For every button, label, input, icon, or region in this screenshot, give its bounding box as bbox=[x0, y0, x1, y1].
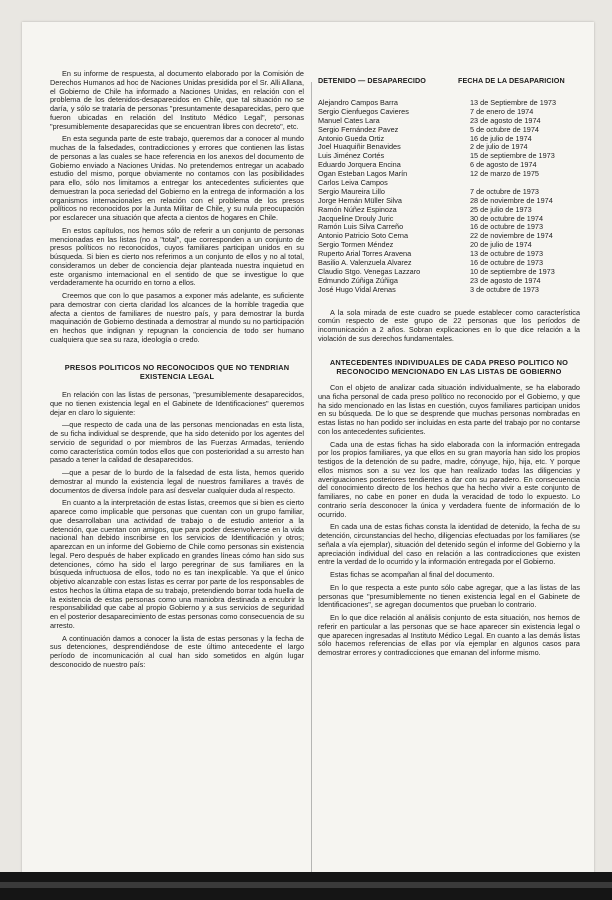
paragraph: Estas fichas se acompañan al final del documento. bbox=[330, 570, 495, 580]
table-row bbox=[318, 197, 580, 206]
desaparicion-date: 13 de Septiembre de 1973 bbox=[470, 98, 557, 107]
desaparicion-date: 28 de noviembre de 1974 bbox=[470, 195, 553, 205]
scan-bottom-edge bbox=[0, 872, 612, 900]
paragraph: —que a pesar de lo burdo de la falsedad de esta lista, hemos querido demostrar al mundo la existencia legal de nuestros familiares a través de documentos de diversa índole para así desvelar cualquier duda al respecto. bbox=[50, 468, 304, 495]
header-fecha: FECHA DE LA DESAPARICION bbox=[458, 76, 565, 85]
table-row bbox=[318, 179, 580, 188]
presos-section-text bbox=[50, 391, 304, 670]
paragraph: En relación con las listas de personas, "presumiblemente desaparecidos, que no tienen existencia legal en el Gabinete de Identificaciones" queremos dejar en claro lo siguiente: bbox=[50, 390, 304, 417]
section-title-presos: PRESOS POLITICOS NO RECONOCIDOS QUE NO TENDRIAN EXISTENCIA LEGAL bbox=[64, 362, 290, 381]
paragraph: En estos capítulos, nos hemos sólo de referir a un conjunto de personas mencionadas en las listas (no a "total", que corresponden a un conjunto de presos políticos no reconocidos, cuyos familiares participan unidos en su búsqueda. Si bien es cierto nos referimos a un conjunto de ellos y no al total, consideramos un deber de conciencia dejar planteada nuestra inquietud en este organismo internacional en el sentido de que se investigue lo que verdaderamente ha ocurrido en torno a ellos. bbox=[50, 225, 304, 288]
detenido-name: Antonio Patricio Soto Cerna bbox=[318, 232, 409, 241]
paragraph: En cada una de estas fichas consta la identidad de detenido, la fecha de su detención, circunstancias del hecho, diligencias efectuadas por los familiares (se señala a vía ejemplar), situación del detenido según el informe del Gobierno y la apreciación individual del caso en relación a las contradicciones que existen entre la verdad de lo ocurrido y la información entregada por el Gobierno. bbox=[318, 522, 580, 567]
desaparicion-date: 7 de octubre de 1973 bbox=[470, 186, 539, 196]
detenido-name: Manuel Cates Lara bbox=[318, 116, 380, 125]
detenido-name: Sergio Fernández Pavez bbox=[318, 125, 399, 134]
detenido-name: Edmundo Zúñiga Zúñiga bbox=[318, 276, 398, 285]
intro-text bbox=[50, 70, 304, 345]
detenido-name: Luis Jiménez Cortés bbox=[318, 152, 385, 161]
section-title-antecedentes: ANTECEDENTES INDIVIDUALES DE CADA PRESO POLITICO NO RECONOCIDO MENCIONADO EN LAS LISTAS DE GOBIERNO bbox=[329, 357, 569, 376]
desaparicion-date: 16 de octubre de 1973 bbox=[470, 258, 544, 268]
detenido-name: Ramón Núñez Espinoza bbox=[318, 205, 397, 214]
table-row bbox=[318, 108, 580, 117]
table-row bbox=[318, 286, 580, 295]
detenido-name: Sergio Cienfuegos Cavieres bbox=[318, 107, 409, 116]
detenidos-table-header bbox=[318, 76, 580, 85]
paragraph: En cuanto a la interpretación de estas listas, creemos que si bien es cierto aparece como implicable que personas que cuentan con un grupo familiar, que desarrollaban una actividad de trabajo o de estudio anterior a la detención, que cuentan con amigos, que para poder desenvolverse en la vida nacional han debido inscribirse en los servicios de Identificación y otros; aparezcan en un informe del Gobierno de Chile como personas sin existencia legal. Pero después de haber explicado en grandes líneas cómo han sido sus detenciones, cómo ha sido el largo peregrinar de sus familiares en la búsqueda infructuosa de ellos, todo no es tan inexplicable. Ya que el único objetivo alcanzable con estas listas es cerrar por parte de los responsables de estos hechos la última etapa de su trabajo, pretendiendo borrar toda huella de la existencia de estas personas como una maniobra destinada a encubrir la responsabilidad que cabe al propio Gobierno y a sus servicios de seguridad en el posterior desaparecimiento de estas personas como consecuencia de su arresto. bbox=[50, 498, 304, 630]
desaparicion-date: 15 de septiembre de 1973 bbox=[470, 151, 555, 161]
desaparicion-date: 2 de julio de 1974 bbox=[470, 142, 528, 152]
detenido-name: Jacqueline Drouly Juric bbox=[318, 214, 394, 223]
detenido-name: Claudio Stgo. Venegas Lazzaro bbox=[318, 267, 421, 276]
paragraph: —que respecto de cada una de las personas mencionadas en esta lista, de su ficha individual se desprende, que ha sido detenido por los agentes del servicio de seguridad o por miembros de las Fuerzas Armadas, teniendo como característica común todos ellos que con posterioridad a su arresto han pasado a tener la calidad de desaparecidos. bbox=[50, 420, 304, 465]
table-row bbox=[318, 161, 580, 170]
column-divider bbox=[311, 82, 312, 872]
table-row bbox=[318, 99, 580, 108]
table-row bbox=[318, 126, 580, 135]
detenido-name: Sergio Tormen Méndez bbox=[318, 241, 394, 250]
desaparicion-date: 30 de octubre de 1974 bbox=[470, 213, 544, 223]
paragraph: Creemos que con lo que pasamos a exponer más adelante, es suficiente para demostrar con cierta claridad los alcances de la horrible tragedia que afecta a cientos de familiares de nuestro país, y para demostrar la burda maquinación de Gobierno destinada a demostrar al mundo su no participación en hechos que indignan y repugnan la conciencia de todo ser humano cualquiera que sea su raza, ideología o credo. bbox=[50, 291, 304, 344]
table-row bbox=[318, 152, 580, 161]
table-row bbox=[318, 277, 580, 286]
table-row bbox=[318, 232, 580, 241]
table-row bbox=[318, 268, 580, 277]
detenido-name: Ramón Luis Silva Carreño bbox=[318, 223, 404, 232]
detenido-name: Sergio Maureira Lillo bbox=[318, 187, 385, 196]
antecedentes-section-text bbox=[318, 384, 580, 658]
detenido-name: Ruperto Arial Torres Aravena bbox=[318, 250, 412, 259]
desaparicion-date: 16 de julio de 1974 bbox=[470, 133, 532, 143]
table-note: A la sola mirada de este cuadro se puede establecer como característica común respecto de este grupo de 22 personas que los períodos de incomunicación a 2 años. Sobran explicaciones en lo que dice relación a la violación de sus derechos fundamentales. bbox=[318, 307, 580, 343]
paragraph: Con el objeto de analizar cada situación individualmente, se ha elaborado una ficha personal de cada preso político no reconocido por el Gobierno, y que ha sido mencionado en las listas en cuestión, cuyos familiares participan unidos en su búsqueda. De lo que se desprende que muchas personas nombradas en estas listas no han podido ser incluidas en esta parte del trabajo por no contarse con los antecedentes suficientes. bbox=[318, 383, 580, 436]
header-detenido: DETENIDO — DESAPARECIDO bbox=[318, 76, 426, 85]
detenido-name: Eduardo Jorquera Encina bbox=[318, 161, 401, 170]
table-row bbox=[318, 135, 580, 144]
desaparicion-date: 5 de octubre de 1974 bbox=[470, 124, 539, 134]
table-row bbox=[318, 170, 580, 179]
desaparicion-date: 6 de agosto de 1974 bbox=[470, 160, 537, 170]
desaparicion-date: 20 de julio de 1974 bbox=[470, 240, 532, 250]
right-column bbox=[318, 70, 580, 876]
paragraph: En lo que respecta a este punto sólo cabe agregar, que a las listas de las personas que "presumiblemente no tienen existencia legal en el Gabinete de Identificaciones", se agregan documentos que prueban lo contrario. bbox=[318, 582, 580, 610]
detenido-name: Antonio Gueda Ortiz bbox=[318, 134, 385, 143]
paragraph: En esta segunda parte de este trabajo, queremos dar a conocer al mundo muchas de la falsedades, contradicciones y errores que contienen las listas de personas a las cuales se hace referencia en los anexos del documento de Gobierno enviado a Naciones Unidas. No pretendemos entregar un acabado estudio del mismo, porque obviamente no contamos con las posibilidades para ello, sólo nos limitamos a entregar los antecedentes suficientes que demuestran la poca seriedad del Gobierno en la entrega de información a los organismos internacionales en relación con el problema de los presos políticos no reconocidos por la Junta Militar de Chile, y su nula preocupación por esclarecer una situación que afecta a cientos de hogares en Chile. bbox=[50, 134, 304, 222]
detenido-name: José Hugo Vidal Arenas bbox=[318, 285, 396, 294]
detenido-name: Joel Huaquiñir Benavides bbox=[318, 143, 401, 152]
detenido-name: Jorge Hernán Müller Silva bbox=[318, 196, 402, 205]
document-page bbox=[22, 22, 594, 874]
desaparicion-date: 12 de marzo de 1975 bbox=[470, 169, 539, 179]
paragraph: En su informe de respuesta, al documento elaborado por la Comisión de Derechos Humanos ad hoc de Naciones Unidas presidida por el Sr. Alli Allana, el Gobierno de Chile ha informado a Naciones Unidas, en relación con el problema de los detenidos-desaparecidos en Chile, que tal situación no se daría, y sólo se trataría de personas "presuntamente desaparecidas, pero que fueron ubicadas en relación del Instituto Médico Legal", personas "presumiblemente desaparecidas que se encuentran libres con decreto", etc. bbox=[50, 70, 304, 131]
detenido-name: Ogan Esteban Lagos Marín bbox=[318, 170, 408, 179]
detenidos-table bbox=[318, 99, 580, 295]
left-column bbox=[50, 70, 304, 876]
paragraph: A continuación damos a conocer la lista de estas personas y la fecha de sus detenciones, desprendiéndose de este último antecedente el largo período de incomunicación al cual han sido sometidos en algún lugar desconocido de nuestro país: bbox=[50, 633, 304, 669]
desaparicion-date: 23 de agosto de 1974 bbox=[470, 115, 541, 125]
desaparicion-date: 22 de noviembre de 1974 bbox=[470, 231, 553, 241]
desaparicion-date: 23 de agosto de 1974 bbox=[470, 275, 541, 285]
detenido-name: Alejandro Campos Barra bbox=[318, 99, 398, 107]
paragraph: En lo que dice relación al análisis conjunto de esta situación, nos hemos de referir en particular a las personas que se hace aparecer sin existencia legal o que aparecen ingresadas al Instituto Médico Legal. En cuanto a las demás listas sólo hacemos referencias de ellas por vía ejemplar en algunos casos para demostrar errores y contradicciones que emanan del informe mismo. bbox=[318, 613, 580, 658]
desaparicion-date: 3 de octubre de 1973 bbox=[470, 284, 539, 294]
detenido-name: Carlos Leiva Campos bbox=[318, 179, 388, 188]
desaparicion-date: 25 de julio de 1973 bbox=[470, 204, 532, 214]
paragraph: Cada una de estas fichas ha sido elaborada con la información entregada por los propios familiares, ya que ellos en su gran mayoría han sido los propios testigos de la detención de su padre, madre, cónyuge, hijo, hija, etc. Y porque ellos mismos son a su vez los que han realizado todas las diligencias y averiguaciones posteriores tendientes a dar con su paradero. En consecuencia del conocimiento directo de los hechos que ha hecho vivir a este conjunto de familiares, no cabe en poner en duda la veracidad de todo lo expuesto. Lo contrario sería desconocer la única y verdadera fuente de información de lo ocurrido. bbox=[318, 439, 580, 519]
detenido-name: Basilio A. Valenzuela Alvarez bbox=[318, 259, 412, 268]
desaparicion-date: 13 de octubre de 1973 bbox=[470, 249, 544, 259]
desaparicion-date: 10 de septiembre de 1973 bbox=[470, 266, 555, 276]
desaparicion-date: 7 de enero de 1974 bbox=[470, 106, 534, 116]
table-row bbox=[318, 117, 580, 126]
desaparicion-date: 16 de octubre de 1973 bbox=[470, 222, 544, 232]
